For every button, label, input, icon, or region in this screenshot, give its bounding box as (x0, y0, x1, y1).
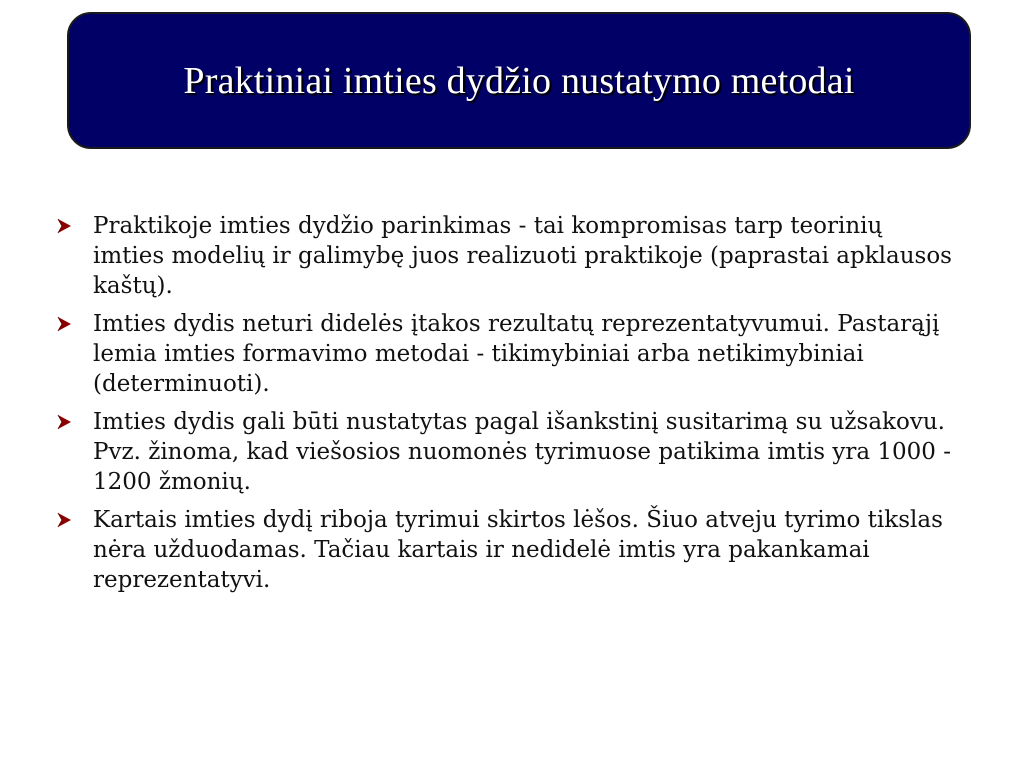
arrowhead-bullet-icon (56, 218, 72, 234)
bullet-item (56, 309, 956, 399)
arrowhead-bullet-icon (56, 512, 72, 528)
title-banner (67, 12, 971, 149)
arrowhead-bullet-icon (56, 316, 72, 332)
slide-title: Praktiniai imties dydžio nustatymo metodai (183, 59, 855, 102)
arrowhead-bullet-icon (56, 414, 72, 430)
bullet-text: Kartais imties dydį riboja tyrimui skirtos lėšos. Šiuo atveju tyrimo tikslas nėra užduodamas. Tačiau kartais ir nedidelė imtis yra pakankamai reprezentatyvi. (93, 507, 943, 593)
bullet-item (56, 211, 956, 301)
bullet-text: Imties dydis neturi didelės įtakos rezultatų reprezentatyvumui. Pastarąjį lemia imties formavimo metodai - tikimybiniai arba netikimybiniai (determinuoti). (93, 311, 940, 397)
bullet-text: Imties dydis gali būti nustatytas pagal išankstinį susitarimą su užsakovu. Pvz. žinoma, kad viešosios nuomonės tyrimuose patikima imtis yra 1000 - 1200 žmonių. (93, 409, 952, 495)
bullet-text: Praktikoje imties dydžio parinkimas - tai kompromisas tarp teorinių imties modelių ir galimybę juos realizuoti praktikoje (paprastai apklausos kaštų). (93, 213, 952, 299)
bullet-item (56, 505, 956, 595)
bullet-list (56, 211, 956, 603)
bullet-item (56, 407, 956, 497)
